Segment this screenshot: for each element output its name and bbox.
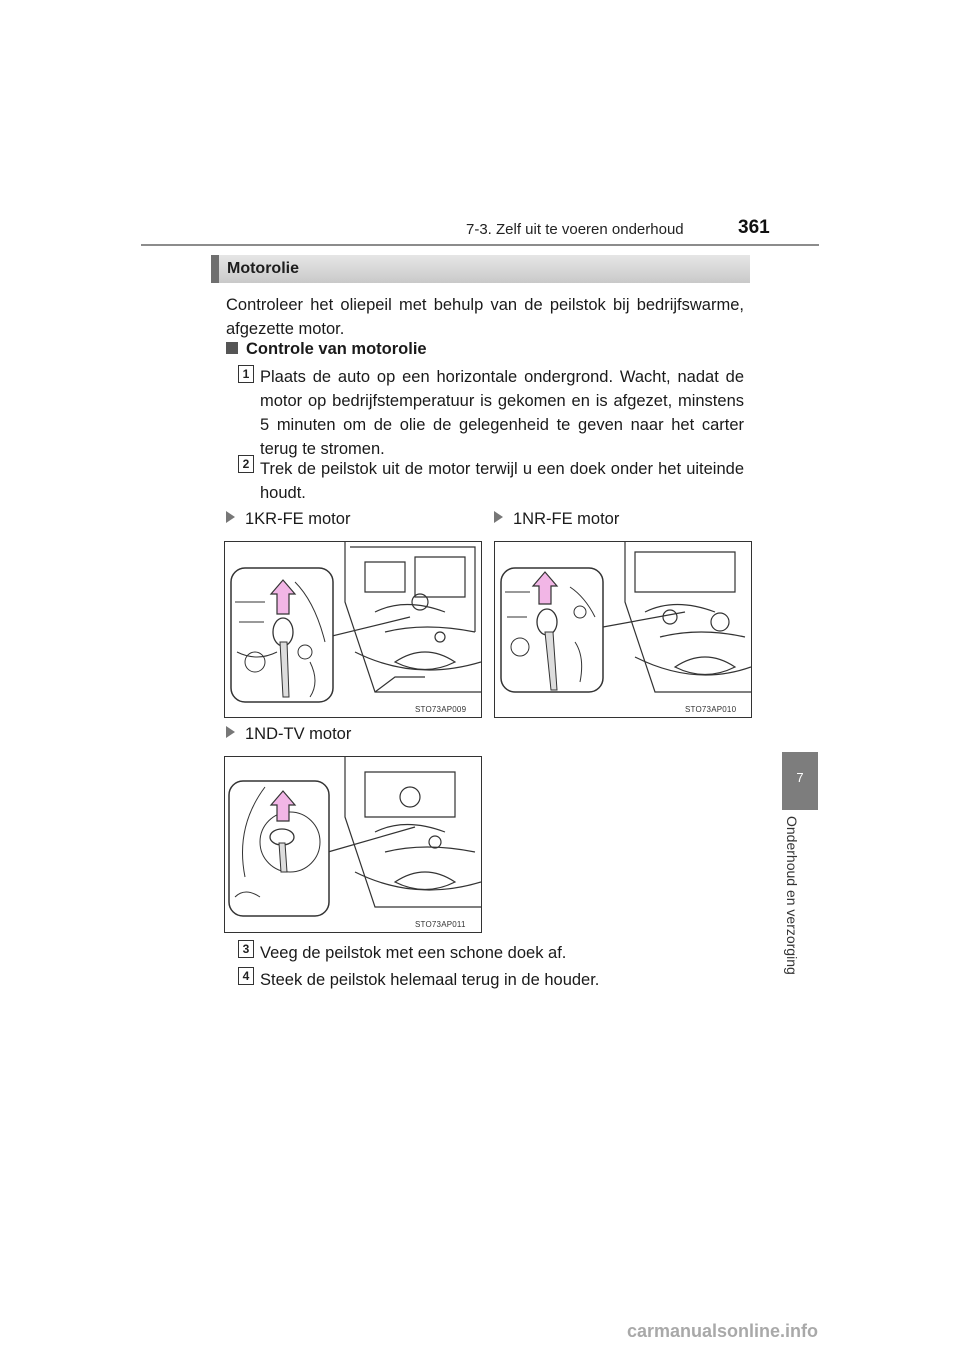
figure-code-1kr: STO73AP009 [415, 705, 467, 714]
engine-label-1nd-text: 1ND-TV motor [245, 725, 352, 743]
engine-label-1kr-text: 1KR-FE motor [245, 510, 351, 528]
step-number-2: 2 [238, 455, 254, 473]
illustration-1kr-fe [224, 541, 482, 718]
triangle-bullet-icon [494, 511, 503, 523]
sub-heading [226, 340, 427, 359]
engine-label-1nr-text: 1NR-FE motor [513, 510, 620, 528]
section-title: Motorolie [227, 260, 299, 277]
triangle-bullet-icon [226, 726, 235, 738]
section-bar-marker [211, 255, 219, 283]
sub-heading-text: Controle van motorolie [246, 340, 427, 358]
engine-label-1kr [226, 510, 350, 529]
figure-code-1nr: STO73AP010 [685, 705, 737, 714]
step-number-1: 1 [238, 365, 254, 383]
intro-paragraph: Controleer het oliepeil met behulp van de peilstok bij bedrijfswarme, afgezette motor. [226, 296, 744, 338]
step-1-text: Plaats de auto op een horizontale ondergrond. Wacht, nadat de motor op bedrijfstemperatuur is gekomen en is afgezet, minstens 5 minuten om de olie de gelegenheid te geven naar het carter terug te stromen. [260, 368, 744, 458]
step-3-text: Veeg de peilstok met een schone doek af. [260, 944, 567, 962]
engine-bay-drawing [495, 542, 751, 717]
chapter-tab [782, 752, 818, 810]
engine-label-1nd [226, 725, 351, 744]
illustration-1nd-tv [224, 756, 482, 933]
watermark: carmanualsonline.info [627, 1321, 819, 1341]
header-section-title: 7-3. Zelf uit te voeren onderhoud [466, 221, 684, 238]
step-number-4: 4 [238, 967, 254, 985]
engine-bay-drawing [225, 542, 481, 717]
chapter-number: 7 [796, 770, 804, 785]
header-rule [141, 244, 819, 246]
chapter-title: Onderhoud en verzorging [784, 816, 800, 975]
page-number: 361 [738, 217, 770, 238]
illustration-1nr-fe [494, 541, 752, 718]
square-bullet-icon [226, 342, 238, 354]
engine-bay-drawing [225, 757, 481, 932]
step-4-text: Steek de peilstok helemaal terug in de houder. [260, 971, 600, 989]
section-title-bar [211, 255, 750, 283]
step-number-3: 3 [238, 940, 254, 958]
engine-label-1nr [494, 510, 619, 529]
triangle-bullet-icon [226, 511, 235, 523]
step-2-text: Trek de peilstok uit de motor terwijl u een doek onder het uiteinde houdt. [260, 460, 744, 502]
figure-code-1nd: STO73AP011 [415, 920, 466, 929]
